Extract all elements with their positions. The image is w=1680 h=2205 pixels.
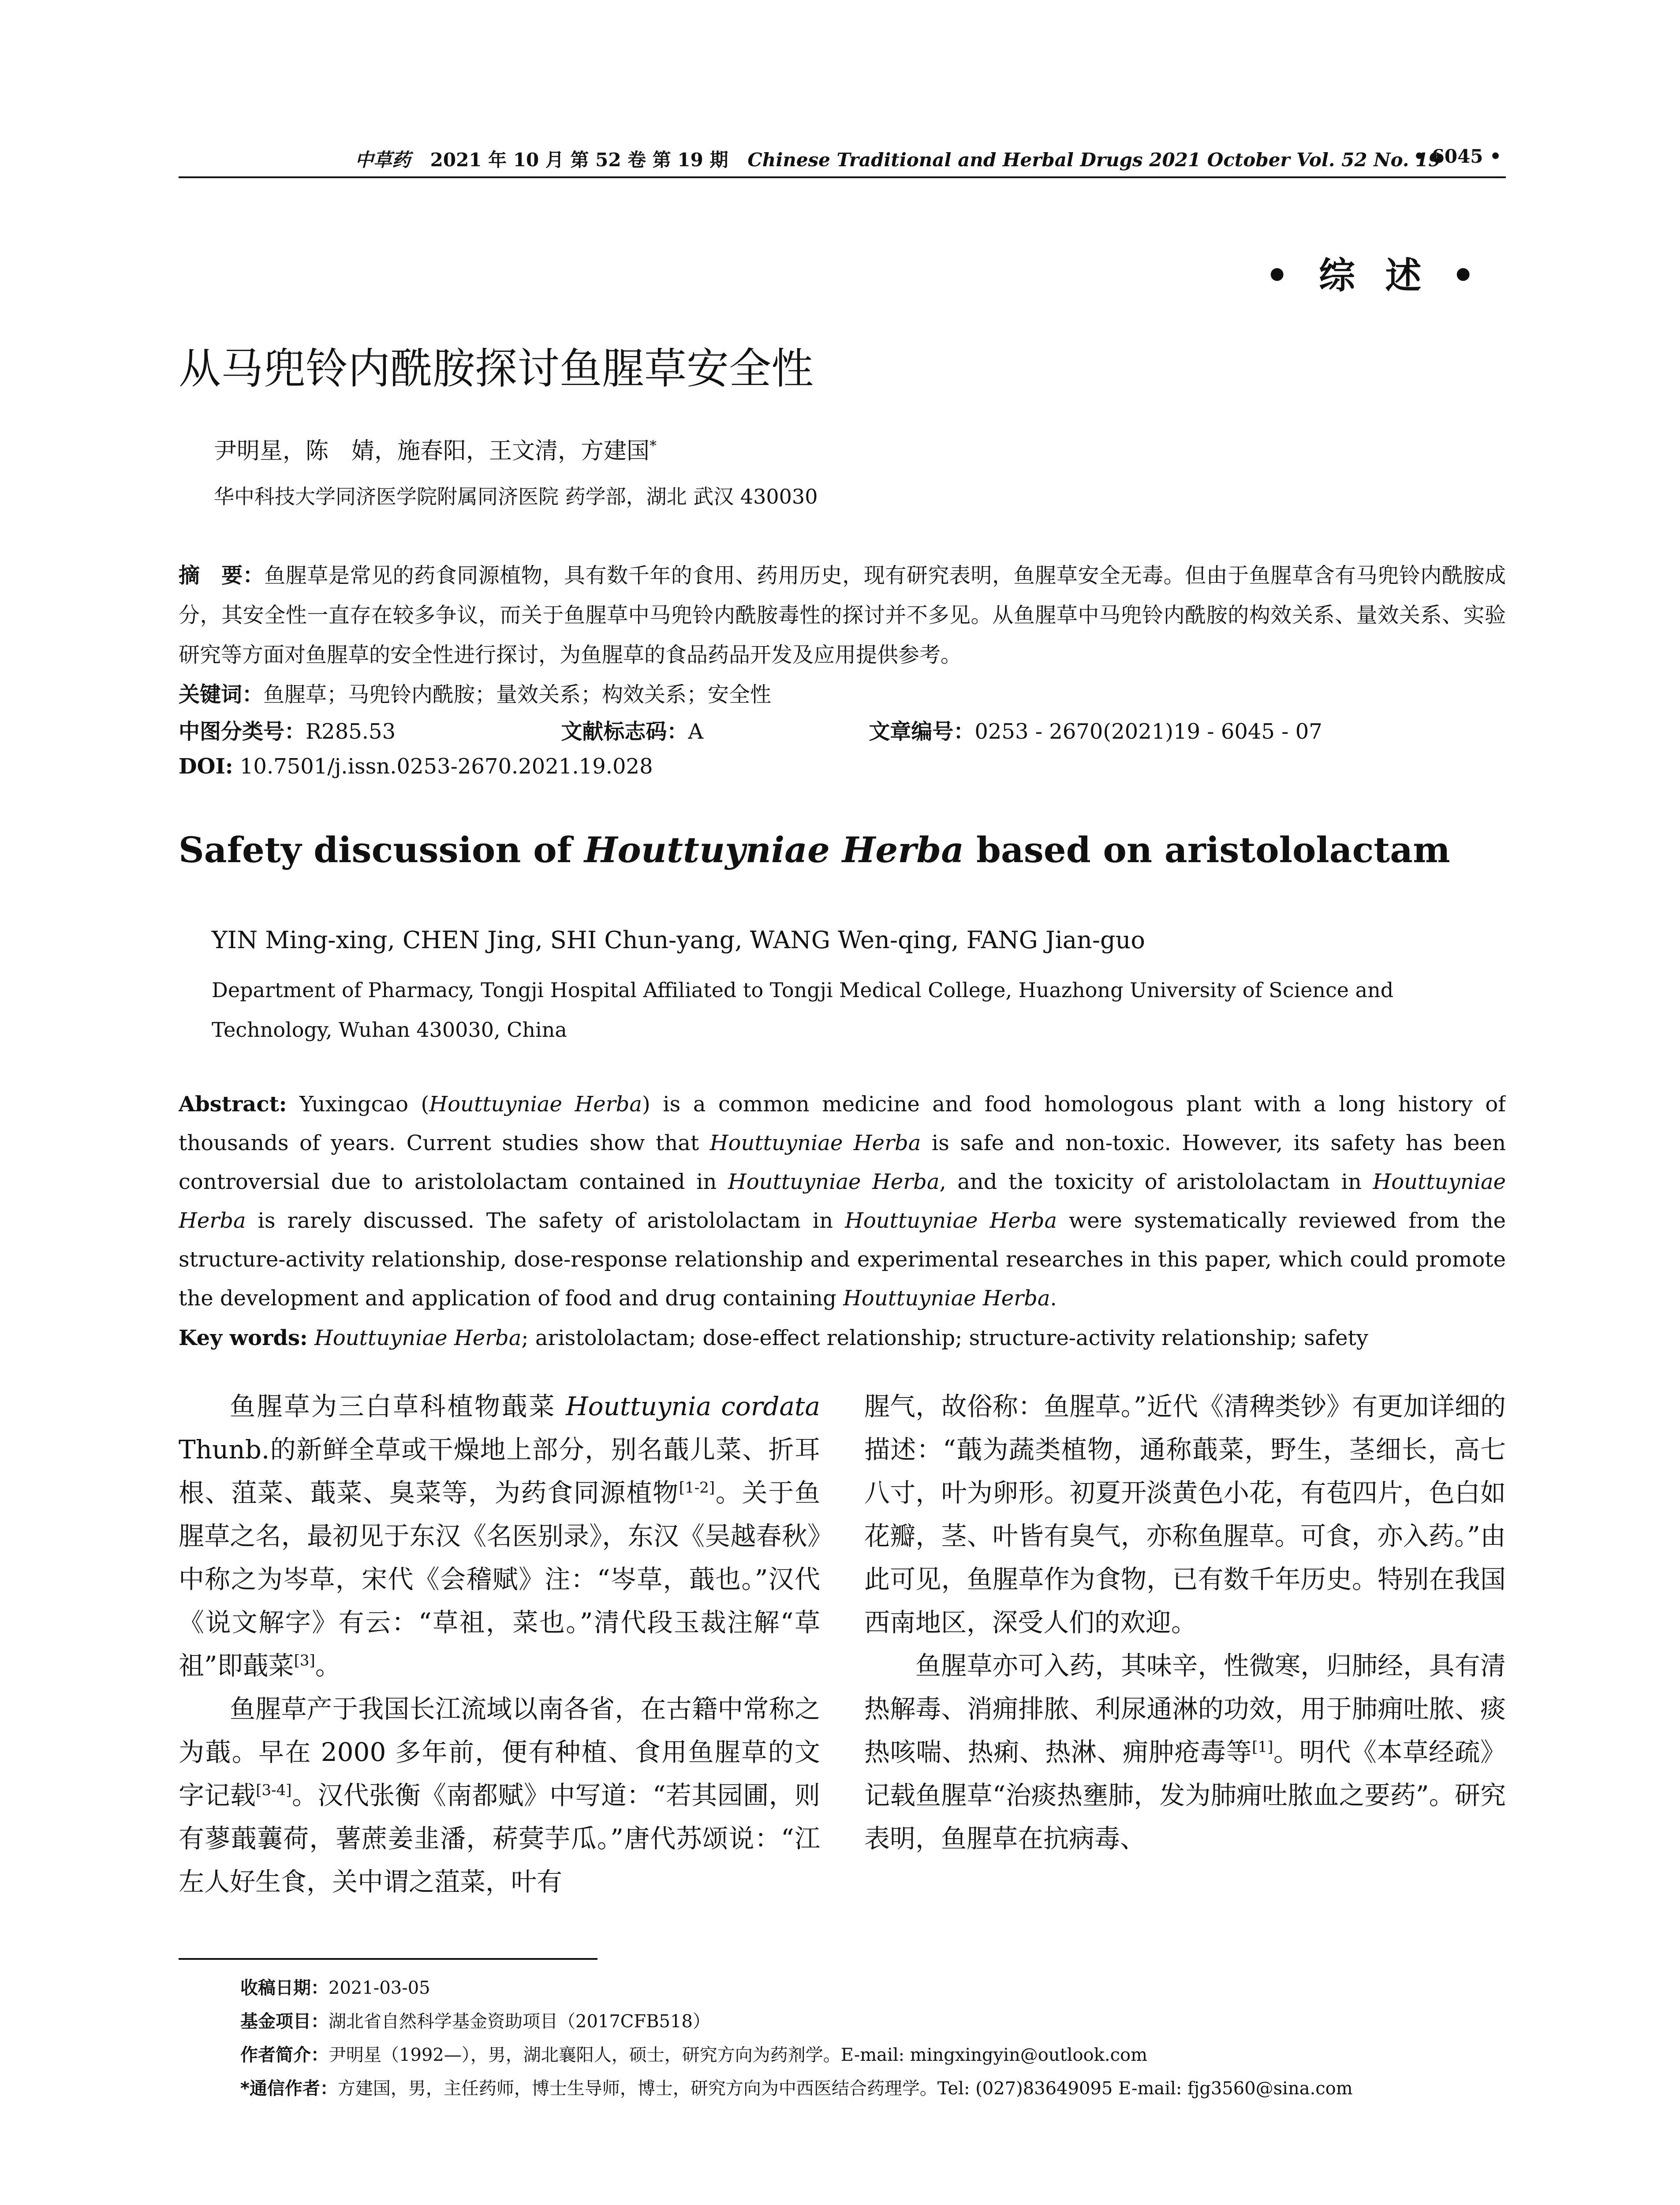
doi-value: 10.7501/j.issn.0253-2670.2021.19.028 <box>239 754 653 779</box>
clc-field <box>179 719 475 744</box>
footnote-fund <box>240 2005 1510 2038</box>
body-text: 。明代《本草经疏》记载鱼腥草“治痰热壅肺，发为肺痈吐脓血之要药”。研究表明，鱼腥草在抗病毒、 <box>864 1737 1506 1854</box>
keywords-cn <box>179 675 1506 714</box>
keywords-en-text: ; aristololactam; dose-effect relationship; structure-activity relationship; safety <box>521 1326 1368 1350</box>
footnote-rule <box>179 1958 597 1960</box>
affiliation-en: Department of Pharmacy, Tongji Hospital Affiliated to Tongji Medical College, Huazhong University of Science and Technology, Wuhan 430030, China <box>212 978 1394 1042</box>
clc-value: R285.53 <box>306 719 396 744</box>
abstract-en-text: . <box>1050 1286 1057 1311</box>
header-rule <box>179 176 1506 178</box>
authors-cn-names: 尹明星，陈 婧，施春阳，王文清，方建国 <box>214 438 650 464</box>
citation: [1] <box>1252 1738 1273 1756</box>
abstract-en <box>179 1085 1506 1323</box>
title-en-post: based on aristololactam <box>964 829 1450 871</box>
affiliation-cn: 华中科技大学同济医学院附属同济医院 药学部，湖北 武汉 430030 <box>214 485 818 508</box>
doc-code-label: 文献标志码： <box>561 719 688 744</box>
footnote-received <box>240 1971 1510 2005</box>
section-label: • 综 述 • <box>1266 254 1484 297</box>
journal-name-cn: 中草药 <box>355 149 411 171</box>
clc-label: 中图分类号： <box>179 719 306 744</box>
abstract-en-italic: Houttuyniae Herba <box>843 1286 1050 1311</box>
abstract-cn <box>179 556 1506 675</box>
footnote-text: 湖北省自然科学基金资助项目（2017CFB518） <box>329 2011 710 2032</box>
body-text: 鱼腥草为三白草科植物蕺菜 <box>230 1391 566 1421</box>
title-en-pre: Safety discussion of <box>179 829 584 871</box>
abstract-en-text: , and the toxicity of aristololactam in <box>939 1170 1373 1194</box>
article-no-value: 0253 - 2670(2021)19 - 6045 - 07 <box>974 719 1322 744</box>
body-paragraph: 腥气，故俗称：鱼腥草。”近代《清稗类钞》有更加详细的描述：“蕺为蔬类植物，通称蕺菜，野生，茎细长，高七八寸，叶为卵形。初夏开淡黄色小花，有苞四片，色白如花瓣，茎、叶皆有臭气，亦称鱼腥草。可食，亦入药。”由此可见，鱼腥草作为食物，已有数千年历史。特别在我国西南地区，深受人们的欢迎。 <box>864 1391 1506 1637</box>
abstract-en-italic: Houttuyniae Herba <box>429 1092 642 1117</box>
running-header <box>179 146 1506 176</box>
body-text: 。关于鱼腥草之名，最初见于东汉《名医别录》，东汉《吴越春秋》中称之为岑草，宋代《会稽赋》注：“岑草，蕺也。”汉代《说文解字》有云：“草祖，菜也。”清代段玉裁注解“草祖”即蕺菜 <box>179 1478 820 1681</box>
keywords-en-label: Key words: <box>179 1326 308 1350</box>
body-column-right <box>864 1385 1506 1949</box>
body-text: Thunb.的新鲜全草或干燥地上部分，别名蕺儿菜、折耳根、菹菜、蕺菜、臭菜等，为药食同源植物 <box>179 1435 820 1508</box>
species-name: Houttuynia cordata <box>566 1391 820 1421</box>
keywords-en-italic: Houttuyniae Herba <box>314 1326 522 1350</box>
body-paragraph <box>864 1644 1506 1860</box>
doc-code-value: A <box>688 719 704 744</box>
body-text: 。汉代张衡《南都赋》中写道：“若其园圃，则有蓼蕺蘘荷，薯蔗姜韭潘，菥蓂芋瓜。”唐代苏颂说：“江左人好生食，关中谓之菹菜，叶有 <box>179 1780 820 1897</box>
footnote-label: *通信作者： <box>240 2078 338 2099</box>
journal-name-en: Chinese Traditional and Herbal Drugs 2021 October Vol. 52 No. 19 <box>747 149 1441 171</box>
issue-cn: 2021 年 10 月 第 52 卷 第 19 期 <box>430 149 728 171</box>
abstract-en-text: Yuxingcao ( <box>287 1092 429 1117</box>
abstract-en-text: ) is a common medicine and food homologous plant with a long history of thousands of years. Current studies show that <box>179 1092 1506 1155</box>
abstract-en-italic: Houttuyniae Herba <box>179 1170 1506 1233</box>
footnote-label: 作者简介： <box>240 2045 329 2065</box>
citation: [3] <box>294 1652 315 1670</box>
citation: [1-2] <box>679 1479 715 1497</box>
classification-line <box>179 714 1481 745</box>
body-text: 鱼腥草亦可入药，其味辛，性微寒，归肺经，具有清热解毒、消痈排脓、利尿通淋的功效，用于肺痈吐脓、痰热咳喘、热痢、热淋、痈肿疮毒等 <box>864 1651 1506 1767</box>
header-center <box>355 146 1441 172</box>
abstract-en-italic: Houttuyniae Herba <box>709 1131 921 1155</box>
keywords-cn-label: 关键词： <box>179 682 264 707</box>
abstract-en-label: Abstract: <box>179 1092 287 1117</box>
abstract-en-text: is safe and non-toxic. However, its safety has been controversial due to aristololactam contained in <box>179 1131 1506 1194</box>
footnote-label: 基金项目： <box>240 2011 329 2032</box>
body-column-left <box>179 1385 820 1949</box>
authors-cn <box>214 432 657 465</box>
keywords-cn-text: 鱼腥草；马兜铃内酰胺；量效关系；构效关系；安全性 <box>263 682 772 707</box>
article-no-label: 文章编号： <box>869 719 975 744</box>
title-en <box>179 829 1450 871</box>
body-paragraph <box>179 1385 820 1687</box>
article-no-field <box>869 719 1401 744</box>
title-en-italic: Houttuyniae Herba <box>584 829 964 871</box>
footnote-text: 尹明星（1992—），男，湖北襄阳人，硕士，研究方向为药剂学。E-mail: mingxingyin@outlook.com <box>329 2045 1148 2065</box>
abstract-en-text: is rarely discussed. The safety of aristololactam in <box>246 1208 845 1233</box>
keywords-en <box>179 1319 1506 1357</box>
title-cn: 从马兜铃内酰胺探讨鱼腥草安全性 <box>179 344 814 393</box>
footnote-author <box>240 2038 1510 2072</box>
doc-code-field <box>561 719 783 744</box>
footnote-corresponding <box>240 2072 1510 2105</box>
footnote-text: 方建国，男，主任药师，博士生导师，博士，研究方向为中西医结合药理学。Tel: (027)83649095 E-mail: fjg3560@sina.com <box>337 2078 1353 2099</box>
abstract-cn-label: 摘 要： <box>179 563 265 588</box>
body-text: 鱼腥草产于我国长江流域以南各省，在古籍中常称之为蕺。早在 2000 多年前，便有种植、食用鱼腥草的文字记载 <box>179 1694 820 1810</box>
body-paragraph <box>179 1687 820 1903</box>
abstract-cn-text: 鱼腥草是常见的药食同源植物，具有数千年的食用、药用历史，现有研究表明，鱼腥草安全无毒。但由于鱼腥草含有马兜铃内酰胺成分，其安全性一直存在较多争议，而关于鱼腥草中马兜铃内酰胺毒性的探讨并不多见。从鱼腥草中马兜铃内酰胺的构效关系、量效关系、实验研究等方面对鱼腥草的安全性进行探讨，为鱼腥草的食品药品开发及应用提供参考。 <box>179 563 1506 667</box>
abstract-en-text: were systematically reviewed from the structure-activity relationship, dose-response relationship and experimental researches in this paper, which could promote the development and application of food and drug containing <box>179 1208 1506 1311</box>
abstract-en-italic: Houttuyniae Herba <box>844 1208 1057 1233</box>
body-text: 。 <box>315 1651 341 1681</box>
footnote-text: 2021-03-05 <box>329 1978 430 1998</box>
footnote-label: 收稿日期： <box>240 1978 329 1998</box>
corresponding-mark: * <box>650 437 657 454</box>
doi-line <box>179 754 653 779</box>
doi-label: DOI: <box>179 754 233 779</box>
authors-en: YIN Ming-xing, CHEN Jing, SHI Chun-yang, WANG Wen-qing, FANG Jian-guo <box>212 926 1145 954</box>
abstract-en-italic: Houttuyniae Herba <box>728 1170 940 1194</box>
page-number: • 6045 • <box>1413 146 1501 167</box>
footnotes <box>240 1971 1510 2105</box>
citation: [3-4] <box>256 1781 292 1799</box>
